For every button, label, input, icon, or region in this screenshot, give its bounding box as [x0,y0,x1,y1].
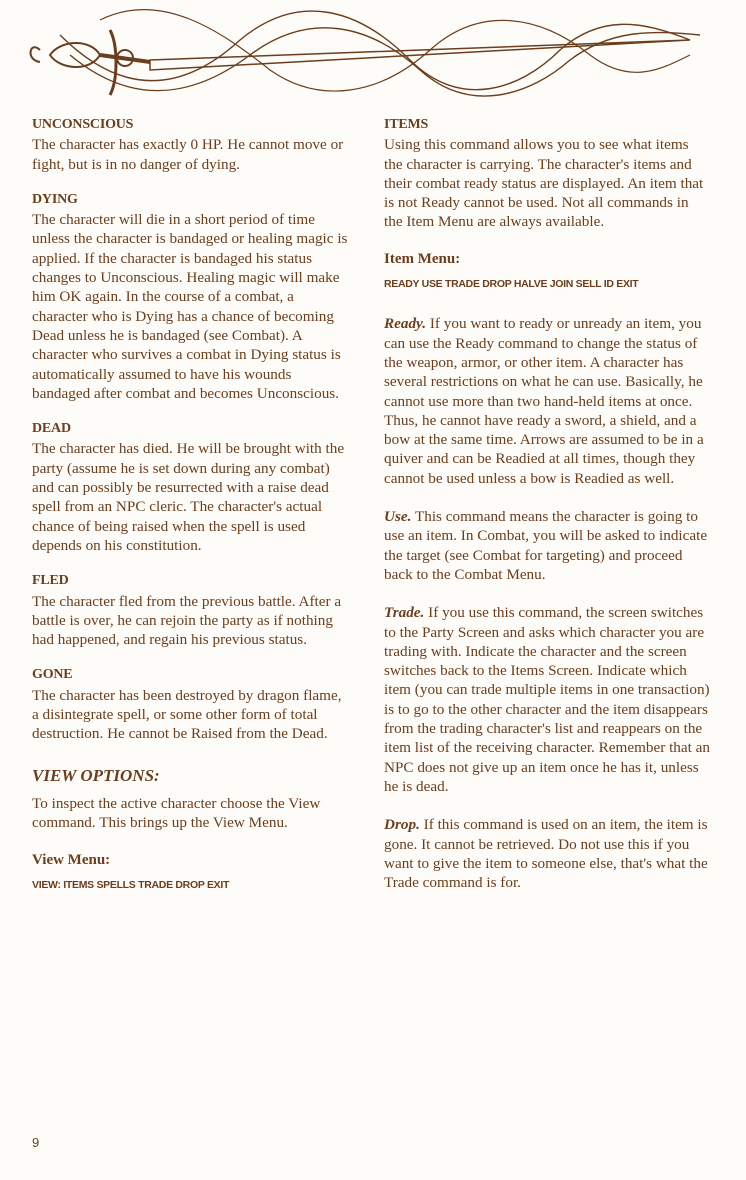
section-heading: FLED [32,573,69,589]
right-column [384,115,710,911]
status-unconscious [32,115,350,174]
view-menu-title: View Menu: [32,851,111,868]
entry-text: If this command is used on an item, the item is gone. It cannot be retrieved. Do not use this if you want to give the item to someone else, that's what the Trade command is for. [384,816,708,892]
item-menu-title: Item Menu: [384,250,461,267]
entry-text: If you use this command, the screen switches to the Party Screen and asks which character you are trading with. Indicate the character and the screen switches back to the Items Screen. Indicate which item (you can trade multiple items in one transaction) is to go to the other character and the item disappears from the trading character's list and reappears on the item list of the receiving character. Remember that an NPC does not give up an item once he has it, unless he is dead. [384,604,710,795]
entry-lead: Drop. [384,816,420,834]
status-dead [32,419,350,555]
page-number: 9 [32,1135,40,1150]
section-text: The character fled from the previous battle. After a battle is over, he can rejoin the party as if nothing had happened, and regain his previous status. [32,592,342,649]
entry-lead: Trade. [384,604,425,622]
view-menu-items: VIEW: ITEMS SPELLS TRADE DROP EXIT [32,878,230,891]
section-text: The character will die in a short period of time unless the character is bandaged or healing magic is applied. If the character is bandaged his status changes to Unconscious. Healing magic will make him OK again. In the course of a combat, a character who is Dying has a chance of becoming Dead unless he is bandaged (see Combat). A character who survives a combat in Dying status is automatically assumed to have his wounds bandaged after combat and becomes Unconscious. [32,211,348,402]
section-text: The character has died. He will be brought with the party (assume he is set down during any combat) and can possibly be resurrected with a raise dead spell from an NPC cleric. The character's actual chance of being raised when the spell is used depends on his constitution. [32,440,345,554]
left-column [32,115,350,915]
items-section [384,115,710,232]
section-text: The character has been destroyed by dragon flame, a disintegrate spell, or some other form of total destruction. He cannot be Raised from the Dead. [32,686,342,743]
status-fled [32,571,350,649]
section-heading: DYING [32,191,78,207]
entry-use [384,507,710,584]
section-heading: GONE [32,667,73,683]
sword-ribbon-illustration [0,0,746,110]
entry-text: If you want to ready or unready an item, you can use the Ready command to change the status of the weapon, armor, or other item. A character has several restrictions on what he can use. Basically, he cannot use more than two hand-held items at once. Thus, he cannot have ready a sword, a shield, and a bow at the same time. Arrows are assumed to be in a quiver and can be Readied at all times, though they cannot be used unless a bow is Readied as well. [384,315,704,487]
status-dying [32,190,350,403]
section-heading: DEAD [32,421,71,437]
view-options-text: To inspect the active character choose the View command. This brings up the View Menu. [32,794,321,832]
status-gone [32,665,350,743]
item-menu-items: READY USE TRADE DROP HALVE JOIN SELL ID EXIT [384,278,639,291]
items-text: Using this command allows you to see what items the character is carrying. The character's items and their combat ready status are displayed. An item that is not Ready cannot be used. Not all commands in the Item Menu are always available. [384,136,704,231]
entry-drop [384,815,710,892]
entry-text: This command means the character is going to use an item. In Combat, you will be asked to indicate the target (see Combat for targeting) and proceed back to the Combat Menu. [384,508,708,583]
entry-lead: Ready. [384,315,427,333]
entry-ready [384,314,710,488]
entry-trade [384,603,710,796]
section-text: The character has exactly 0 HP. He cannot move or fight, but is in no danger of dying. [32,136,344,173]
section-heading: UNCONSCIOUS [32,117,134,132]
entry-lead: Use. [384,508,412,526]
items-heading: ITEMS [384,117,429,132]
view-options-heading: VIEW OPTIONS: [32,765,160,785]
